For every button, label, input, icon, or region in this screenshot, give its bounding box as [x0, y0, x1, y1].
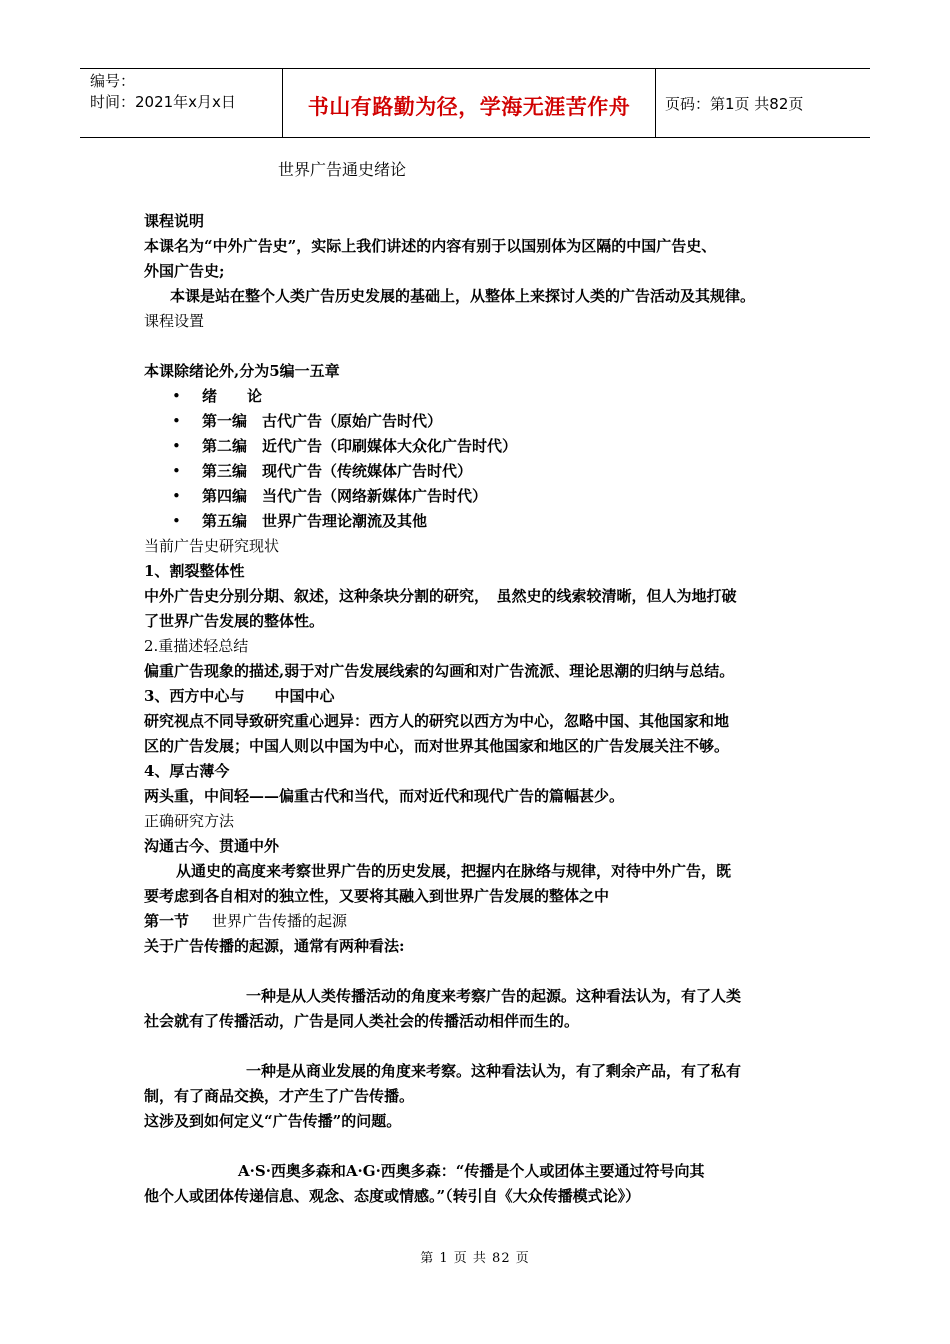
list-item: 第四编 当代广告（网络新媒体广告时代） — [202, 487, 488, 505]
list-item: 第一编 古代广告（原始广告时代） — [202, 412, 443, 430]
bullet-dot: • — [172, 412, 181, 430]
status-heading: 当前广告史研究现状 — [144, 537, 280, 555]
list-item: 绪 论 — [202, 387, 263, 405]
course-desc-heading: 课程说明 — [144, 212, 205, 230]
list-item: 第三编 现代广告（传统媒体广告时代） — [202, 462, 473, 480]
course-setup-heading: 课程设置 — [144, 312, 205, 330]
time-label: 时间：2021年x月x日 — [90, 93, 236, 111]
header-meta — [90, 71, 236, 113]
paragraph-line: 本课是站在整个人类广告历史发展的基础上，从整体上来探讨人类的广告活动及其规律。 — [170, 287, 756, 305]
paragraph-line: 一种是从人类传播活动的角度来考察广告的起源。这种看法认为，有了人类 — [246, 987, 742, 1005]
subsection-heading: 4、厚古薄今 — [144, 762, 230, 780]
paragraph-line: 中外广告史分别分期、叙述，这种条块分割的研究， 虽然史的线索较清晰，但人为地打破 — [144, 587, 737, 605]
number-label: 编号： — [90, 72, 136, 90]
list-item: 第五编 世界广告理论潮流及其他 — [202, 512, 428, 530]
header-page-info: 页码：第1页 共82页 — [665, 95, 804, 113]
subsection-heading: 1、割裂整体性 — [144, 562, 245, 580]
header-divider — [655, 69, 656, 137]
list-item: 第二编 近代广告（印刷媒体大众化广告时代） — [202, 437, 518, 455]
bullet-dot: • — [172, 387, 181, 405]
subsection-heading: 3、西方中心与 中国中心 — [144, 687, 335, 705]
paragraph-line: 本课名为“中外广告史”，实际上我们讲述的内容有别于以国别体为区隔的中国广告史、 — [144, 237, 717, 255]
paragraph-line: 要考虑到各自相对的独立性，又要将其融入到世界广告发展的整体之中 — [144, 887, 610, 905]
document-title: 世界广告通史绪论 — [278, 160, 407, 179]
header-motto: 书山有路勤为径，学海无涯苦作舟 — [307, 94, 631, 119]
paragraph-line: 社会就有了传播活动，广告是同人类社会的传播活动相伴而生的。 — [144, 1012, 580, 1030]
page-footer: 第 1 页 共 82 页 — [420, 1251, 530, 1266]
page-header — [80, 68, 870, 138]
paragraph-line: 这涉及到如何定义“广告传播”的问题。 — [144, 1112, 402, 1130]
method-subheading: 沟通古今、贯通中外 — [144, 837, 280, 855]
paragraph-line: 研究视点不同导致研究重心迥异：西方人的研究以西方为中心，忽略中国、其他国家和地 — [144, 712, 730, 730]
paragraph-line: 制，有了商品交换，才产生了广告传播。 — [144, 1087, 415, 1105]
quote-line: 他个人或团体传递信息、观念、态度或情感。”（转引自《大众传播模式论》） — [144, 1187, 641, 1205]
bullet-dot: • — [172, 462, 181, 480]
paragraph-line: 外国广告史; — [144, 262, 225, 280]
paragraph-line: 关于广告传播的起源，通常有两种看法: — [144, 937, 405, 955]
paragraph-line: 从通史的高度来考察世界广告的历史发展，把握内在脉络与规律，对待中外广告，既 — [176, 862, 732, 880]
quote-line: A·S·西奥多森和A·G·西奥多森：“传播是个人或团体主要通过符号向其 — [238, 1162, 705, 1180]
paragraph-line: 偏重广告现象的描述,弱于对广告发展线索的勾画和对广告流派、理论思潮的归纳与总结。 — [144, 662, 735, 680]
paragraph-line: 一种是从商业发展的角度来考察。这种看法认为，有了剩余产品，有了私有 — [246, 1062, 742, 1080]
method-heading: 正确研究方法 — [144, 812, 235, 830]
bullet-dot: • — [172, 512, 181, 530]
paragraph-line: 两头重，中间轻——偏重古代和当代，而对近代和现代广告的篇幅甚少。 — [144, 787, 625, 805]
course-setup-intro: 本课除绪论外,分为5编一五章 — [144, 362, 340, 380]
section-title: 世界广告传播的起源 — [212, 912, 348, 930]
bullet-dot: • — [172, 487, 181, 505]
subsection-heading: 2.重描述轻总结 — [144, 637, 249, 655]
section-number: 第一节 — [144, 912, 190, 930]
bullet-dot: • — [172, 437, 181, 455]
paragraph-line: 区的广告发展；中国人则以中国为中心，而对世界其他国家和地区的广告发展关注不够。 — [144, 737, 730, 755]
paragraph-line: 了世界广告发展的整体性。 — [144, 612, 325, 630]
